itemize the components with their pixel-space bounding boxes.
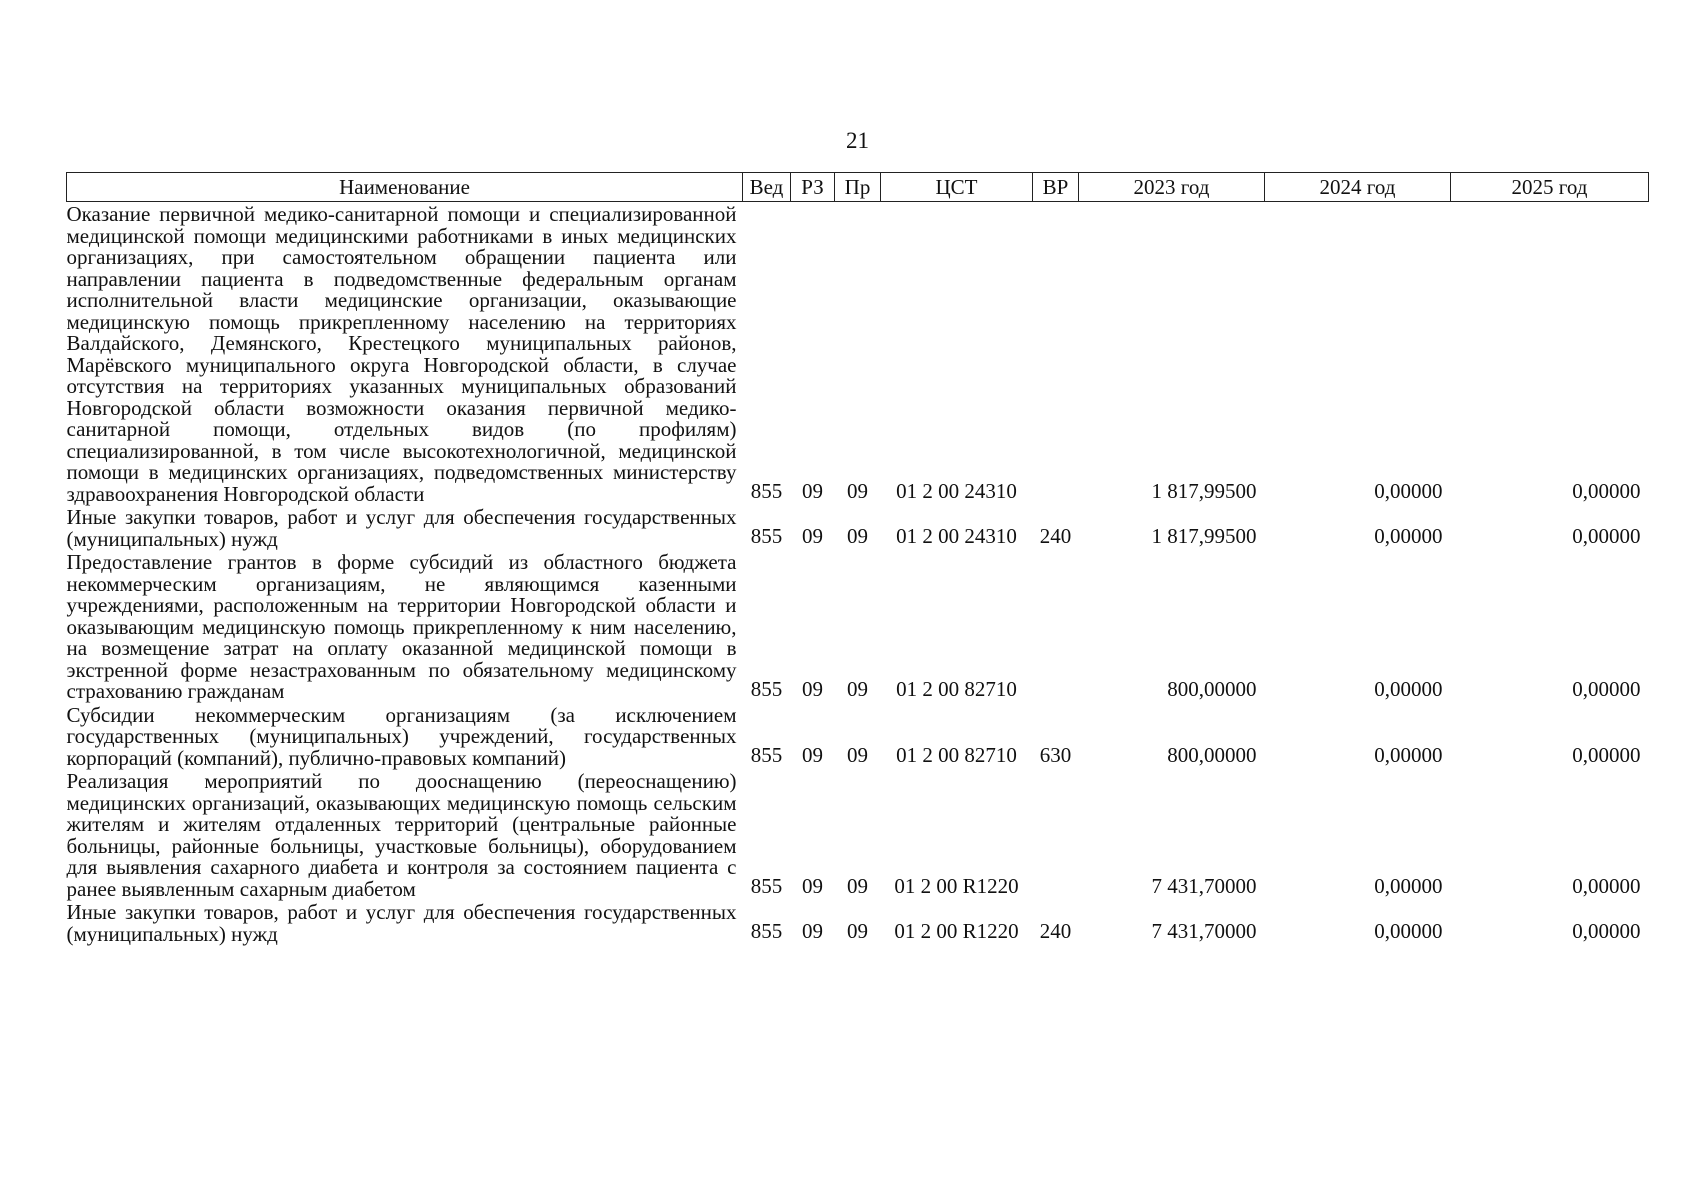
row-rz: 09 — [802, 743, 823, 767]
row-vr: 240 — [1039, 524, 1072, 548]
row-2025: 0,00000 — [1572, 524, 1641, 548]
table-row — [67, 505, 1649, 550]
row-pr: 09 — [847, 524, 868, 548]
row-rz: 09 — [802, 479, 823, 503]
row-2023: 1 817,99500 — [1151, 479, 1257, 503]
row-2023: 800,00000 — [1167, 743, 1257, 767]
header-row — [67, 173, 1649, 202]
header-cst: ЦСТ — [881, 173, 1033, 202]
row-2023: 7 431,70000 — [1151, 874, 1257, 898]
row-pr: 09 — [847, 676, 868, 701]
row-vr: 240 — [1039, 919, 1072, 943]
header-2025: 2025 год — [1451, 173, 1649, 202]
row-pr: 09 — [847, 919, 868, 943]
row-2023: 800,00000 — [1167, 676, 1257, 701]
row-2025: 0,00000 — [1572, 919, 1641, 943]
header-name: Наименование — [67, 173, 743, 202]
row-pr: 09 — [847, 479, 868, 503]
row-vr — [1033, 202, 1079, 506]
row-cst: 01 2 00 R1220 — [894, 919, 1019, 943]
row-cst: 01 2 00 82710 — [896, 743, 1017, 767]
row-name: Оказание первичной медико-санитарной помощи и специализированной медицинской помощи медицинскими работниками в иных медицинских организациях, при самостоятельном обращении пациента или направлении пациента в подведомственные федеральным органам исполнительной власти медицинские организации, оказывающие медицинскую помощь прикрепленному населению на территориях Валдайского, Демянского, Крестецкого муниципальных районов, Марёвского муниципального округа Новгородской области, в случае отсутствия на территориях указанных муниципальных образований Новгородской области возможности оказания первичной медико-санитарной помощи, отдельных видов (по профилям) специализированной, в том числе высокотехнологичной, медицинской помощи в медицинских организациях, подведомственных министерству здравоохранения Новгородской области — [66, 202, 737, 506]
row-name: Субсидии некоммерческим организациям (за исключением государственных (муниципальных) учреждений, государственных корпораций (компаний), публично-правовых компаний) — [66, 702, 737, 770]
row-cst: 01 2 00 24310 — [896, 524, 1017, 548]
row-2024: 0,00000 — [1374, 919, 1443, 943]
row-2025: 0,00000 — [1572, 676, 1641, 701]
row-2025: 0,00000 — [1572, 479, 1641, 503]
row-cst: 01 2 00 R1220 — [894, 874, 1019, 898]
row-rz: 09 — [802, 874, 823, 898]
row-2024: 0,00000 — [1374, 479, 1443, 503]
row-2024: 0,00000 — [1374, 676, 1443, 701]
header-ved: Вед — [743, 173, 791, 202]
header-vr: ВР — [1033, 173, 1079, 202]
row-rz: 09 — [802, 676, 823, 701]
table-row — [67, 703, 1649, 770]
table-row — [67, 550, 1649, 703]
row-cst: 01 2 00 24310 — [896, 479, 1017, 503]
row-2024: 0,00000 — [1374, 524, 1443, 548]
row-2024: 0,00000 — [1374, 874, 1443, 898]
table-row — [67, 769, 1649, 900]
row-name: Иные закупки товаров, работ и услуг для обеспечения государственных (муниципальных) нужд — [66, 900, 737, 946]
row-2025: 0,00000 — [1572, 874, 1641, 898]
header-2023: 2023 год — [1079, 173, 1265, 202]
row-rz: 09 — [802, 524, 823, 548]
row-2023: 1 817,99500 — [1151, 524, 1257, 548]
row-ved: 855 — [750, 676, 783, 701]
row-pr: 09 — [847, 874, 868, 898]
row-vr: 630 — [1039, 743, 1072, 767]
table-row — [67, 900, 1649, 945]
row-pr: 09 — [847, 743, 868, 767]
row-vr — [1033, 550, 1079, 703]
row-2025: 0,00000 — [1572, 743, 1641, 767]
row-ved: 855 — [750, 479, 783, 503]
header-2024: 2024 год — [1265, 173, 1451, 202]
row-ved: 855 — [750, 874, 783, 898]
row-vr — [1033, 769, 1079, 900]
row-2024: 0,00000 — [1374, 743, 1443, 767]
row-ved: 855 — [750, 743, 783, 767]
page-number: 21 — [846, 128, 869, 153]
row-ved: 855 — [750, 524, 783, 548]
row-2023: 7 431,70000 — [1151, 919, 1257, 943]
header-pr: Пр — [835, 173, 881, 202]
row-name: Реализация мероприятий по дооснащению (переоснащению) медицинских организаций, оказывающих медицинскую помощь сельским жителям и жителям отдаленных территорий (центральные районные больницы, районные больницы, участковые больницы), оборудованием для выявления сахарного диабета и контроля за состоянием пациента с ранее выявленным сахарным диабетом — [66, 769, 737, 901]
header-rz: РЗ — [791, 173, 835, 202]
row-name: Иные закупки товаров, работ и услуг для обеспечения государственных (муниципальных) нужд — [66, 505, 737, 551]
row-name: Предоставление грантов в форме субсидий из областного бюджета некоммерческим организациям, не являющимся казенными учреждениями, расположенным на территории Новгородской области и оказывающим медицинскую помощь прикрепленному к ним населению, на возмещение затрат на оплату оказанной медицинской помощи в экстренной форме незастрахованным по обязательному медицинскому страхованию гражданам — [66, 550, 737, 703]
row-cst: 01 2 00 82710 — [896, 676, 1017, 701]
row-ved: 855 — [750, 919, 783, 943]
budget-table — [66, 172, 1649, 945]
row-rz: 09 — [802, 919, 823, 943]
table-row — [67, 202, 1649, 506]
